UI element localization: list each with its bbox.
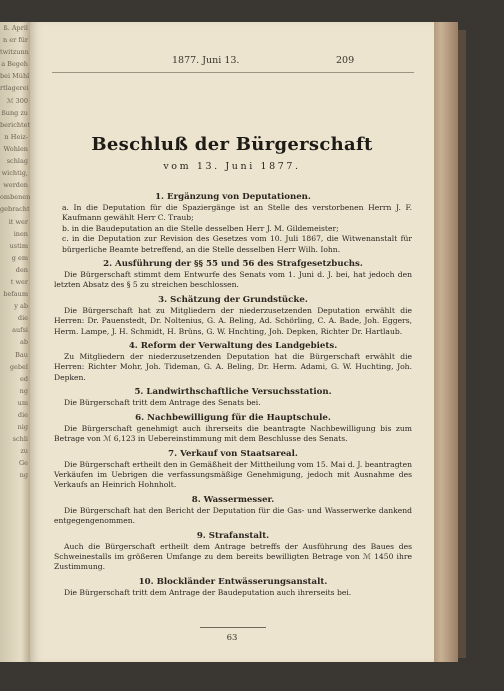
page-number: 209 — [336, 55, 355, 66]
section-paragraph: b. in die Baudeputation an die Stelle desselben Herr J. M. Gildemeister; — [62, 223, 339, 233]
section-heading: 8. Wassermesser. — [191, 494, 275, 505]
section-paragraph: a. In die Deputation für die Spaziergänge ist an Stelle des verstorbenen Herrn J. F. Kaufmann gewählt Herr C. Traub; — [62, 203, 412, 223]
document-title: Beschluß der Bürgerschaft — [91, 134, 373, 155]
gutter-text-line: t wer — [10, 277, 28, 286]
gutter-text-line: y ab — [14, 302, 28, 311]
book-edge — [434, 22, 458, 662]
gutter-text-line: die — [17, 314, 28, 323]
section-paragraph: Die Bürgerschaft tritt dem Antrage des Senats bei. — [64, 398, 261, 408]
gutter-text-line: ed — [19, 374, 28, 383]
section-paragraph: Die Bürgerschaft genehmigt auch ihrerseits die beantragte Nachbewilligung bis zum Betrage von ℳ 6,123 in Uebereinstimmung mit dem Beschlusse des Senats. — [54, 423, 412, 444]
gutter-text-line: ß. April — [3, 24, 28, 32]
document-date: vom 13. Juni 1877. — [163, 161, 301, 172]
section-paragraph: Auch die Bürgerschaft ertheilt dem Antrage betreffs der Ausführung des Baues des Schweinestalls im größeren Umfange zu dem bereits bewilligten Betrage von ℳ 1450 ihre Zustimmung. — [54, 541, 412, 572]
gutter-text-line: aufsi — [12, 326, 28, 335]
gutter-text-line: it wer — [8, 217, 28, 226]
gutter-text-line: a Begeh — [1, 60, 28, 69]
gutter-text-line: inen — [13, 229, 28, 238]
running-head-date: 1877. Juni 13. — [172, 55, 240, 66]
gutter-text-line: ombenen — [0, 193, 30, 202]
gutter-text-line: ℳ 300 — [6, 96, 28, 105]
gutter-text-line: Ge — [18, 459, 28, 468]
gutter-text-line: n er für — [3, 36, 28, 45]
section-heading: 2. Ausführung der §§ 55 und 56 des Strafgesetzbuchs. — [103, 259, 363, 270]
gutter-text-line: g em — [11, 253, 28, 262]
gutter-text-line: befaum — [3, 290, 28, 299]
gutter-text-line: ab — [19, 338, 28, 347]
section-paragraph: Die Bürgerschaft ertheilt den in Gemäßheit der Mittheilung vom 15. Mai d. J. beantragten Verkäufen im Uebrigen die verfassungsmäßige Genehmigung, jedoch mit Ausnahme des Verkaufs an Heinrich Hohnholt. — [54, 459, 412, 490]
section-heading: 1. Ergänzung von Deputationen. — [155, 192, 311, 202]
gutter-text-line: Wohlen — [3, 144, 28, 153]
section-heading: 6. Nachbewilligung für die Hauptschule. — [135, 412, 331, 423]
gutter-text-line: schli — [12, 435, 28, 444]
section-paragraph: Die Bürgerschaft hat den Bericht der Deputation für die Gas- und Wasserwerke dankend entgegengenommen. — [54, 505, 412, 526]
gutter-text-line: werden — [3, 181, 28, 190]
gutter-text-line: berichtet — [0, 120, 30, 129]
gutter-text-line: rtlagerei — [0, 84, 29, 93]
gutter-text-line: wichtig, — [1, 169, 28, 178]
section-paragraph: Zu Mitgliedern der niederzusetzenden Deputation hat die Bürgerschaft erwählt die Herren: Richter Mohr, Joh. Tideman, G. A. Beling, Dr. Herm. Adami, G. W. Huchting, Joh. Depken. — [54, 352, 412, 382]
section-paragraph: Die Bürgerschaft hat zu Mitgliedern der niederzusetzenden Deputation erwählt die Herren: Dr. Pauenstedt, Dr. Noltenius, G. A. Beling, Ad. Schörling, C. A. Bade, Joh. Eggers, Herm. Lampe, J. H. Schmidt, H. Brüns, G. W. Hnchting, Joh. Depken, Richter Dr. Hartlaub. — [54, 305, 412, 336]
gutter-text-line: den — [15, 265, 28, 274]
section-paragraph: Die Bürgerschaft stimmt dem Entwurfe des Senats vom 1. Juni d. J. bei, hat jedoch den letzten Absatz des § 5 zu streichen beschlossen. — [54, 270, 412, 290]
document-body — [54, 188, 412, 598]
gutter-text-line: bei Mühl — [0, 72, 30, 81]
gutter-text-line: die — [17, 411, 28, 419]
book-cover-edge — [458, 30, 466, 658]
gutter-text-line: nig — [17, 423, 28, 432]
gutter-text-line: gebracht — [0, 205, 30, 214]
section-heading: 9. Strafanstalt. — [196, 530, 270, 541]
gutter-text-line: schlag — [6, 157, 28, 166]
gutter-text-line: um — [17, 398, 28, 407]
document-page — [30, 22, 434, 662]
gutter-text-line: ßung zu — [1, 108, 28, 117]
gutter-text-line: ng — [19, 471, 28, 480]
gutter-text-line: gebel — [9, 362, 28, 371]
gutter-text-line: ustim — [9, 241, 28, 250]
gutter-text-line: zu — [20, 447, 28, 456]
section-heading: 7. Verkauf von Staatsareal. — [168, 448, 298, 459]
section-paragraph: Die Bürgerschaft tritt dem Antrage der Baudeputation auch ihrerseits bei. — [64, 587, 352, 597]
adjacent-page-edge — [0, 22, 30, 662]
section-paragraph: c. in die Deputation zur Revision des Gesetzes vom 10. Juli 1867, die Witwenanstalt für bürgerliche Beamte betreffend, an die Stelle desselben Herr Wilh. Iohn. — [62, 234, 412, 254]
gutter-text-line: ng — [19, 386, 28, 395]
gutter-text-line: twitzunn — [0, 48, 29, 57]
gutter-text-line: Bau — [15, 350, 28, 359]
footer-rule — [200, 627, 266, 628]
gutter-text-line: n Heiz- — [4, 132, 28, 141]
section-heading: 10. Blockländer Entwässerungsanstalt. — [138, 576, 328, 587]
section-heading: 3. Schätzung der Grundstücke. — [158, 294, 308, 305]
section-heading: 4. Reform der Verwaltung des Landgebiets. — [128, 341, 338, 352]
signature-folio: 63 — [226, 633, 238, 643]
header-rule — [52, 72, 414, 73]
section-heading: 5. Landwirthschaftliche Versuchsstation. — [134, 387, 332, 398]
